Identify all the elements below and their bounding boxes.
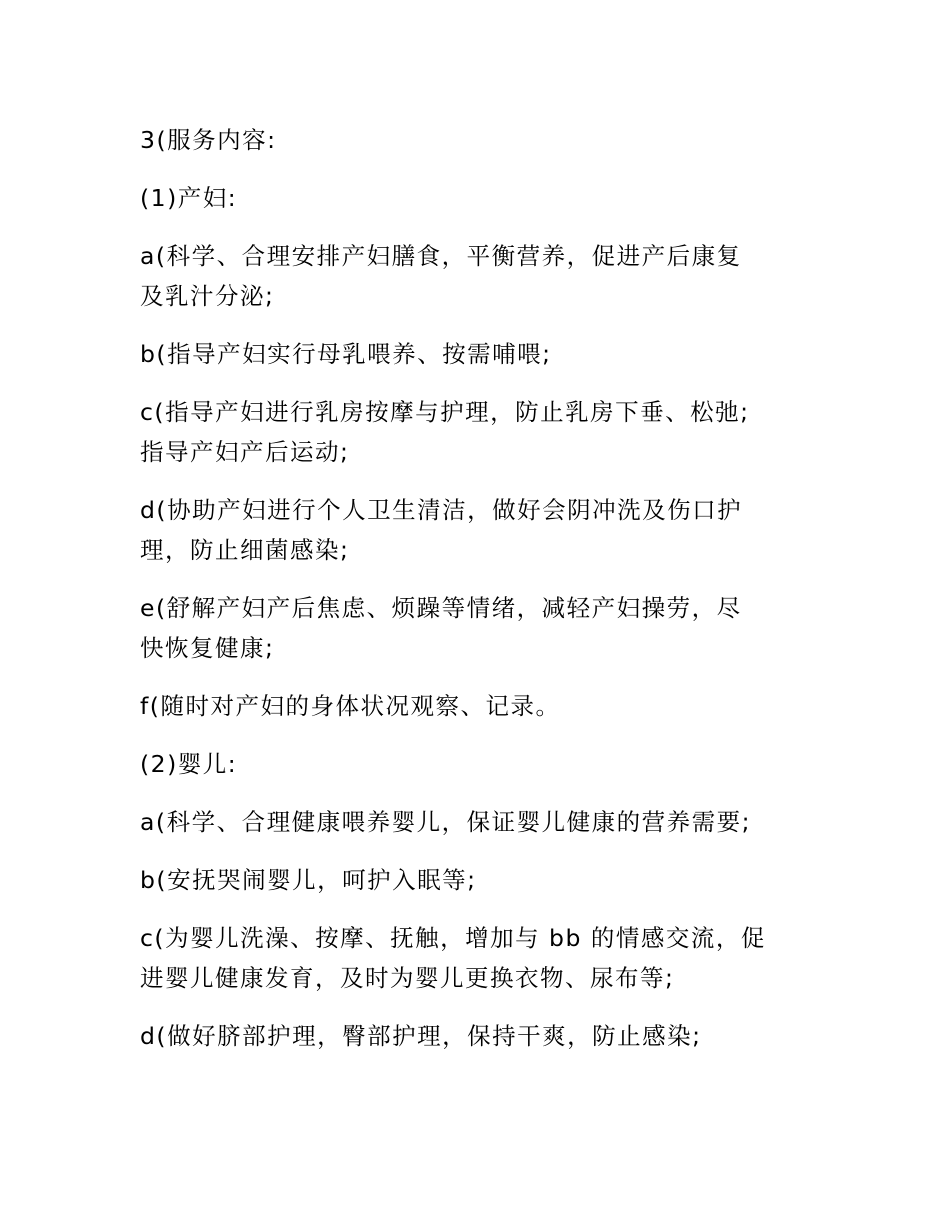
document-body (140, 120, 820, 1074)
section-heading (140, 120, 820, 160)
text-line: 快恢复健康; (140, 634, 275, 662)
text-line: c(指导产妇进行乳房按摩与护理，防止乳房下垂、松弛; (140, 398, 750, 426)
text-line: 指导产妇产后运动; (140, 438, 350, 466)
subsection-heading-infant (140, 744, 820, 784)
text-line: a(科学、合理健康喂养婴儿，保证婴儿健康的营养需要; (140, 808, 751, 836)
list-item (140, 490, 820, 570)
text-line: 理，防止细菌感染; (140, 536, 350, 564)
list-item (140, 918, 820, 998)
text-line: d(做好脐部护理，臀部护理，保持干爽，防止感染; (140, 1022, 702, 1050)
text-line: 3(服务内容: (140, 126, 277, 154)
text-line: (2)婴儿: (140, 750, 238, 778)
text-line: 进婴儿健康发育，及时为婴儿更换衣物、尿布等; (140, 964, 675, 992)
text-line: f(随时对产妇的身体状况观察、记录。 (140, 692, 561, 720)
list-item (140, 392, 820, 472)
text-line: d(协助产妇进行个人卫生清洁，做好会阴冲洗及伤口护 (140, 496, 743, 524)
text-line: a(科学、合理安排产妇膳食，平衡营养，促进产后康复 (140, 242, 742, 270)
list-item (140, 860, 820, 900)
text-line: b(指导产妇实行母乳喂养、按需哺喂; (140, 340, 552, 368)
subsection-heading-mother (140, 178, 820, 218)
list-item (140, 686, 820, 726)
list-item (140, 1016, 820, 1056)
list-item (140, 802, 820, 842)
text-line: c(为婴儿洗澡、按摩、抚触，增加与 bb 的情感交流，促 (140, 924, 766, 952)
text-line: 及乳汁分泌; (140, 282, 275, 310)
list-item (140, 334, 820, 374)
list-item (140, 236, 820, 316)
text-line: (1)产妇: (140, 184, 238, 212)
list-item (140, 588, 820, 668)
text-line: e(舒解产妇产后焦虑、烦躁等情绪，减轻产妇操劳，尽 (140, 594, 742, 622)
text-line: b(安抚哭闹婴儿，呵护入眠等; (140, 866, 477, 894)
